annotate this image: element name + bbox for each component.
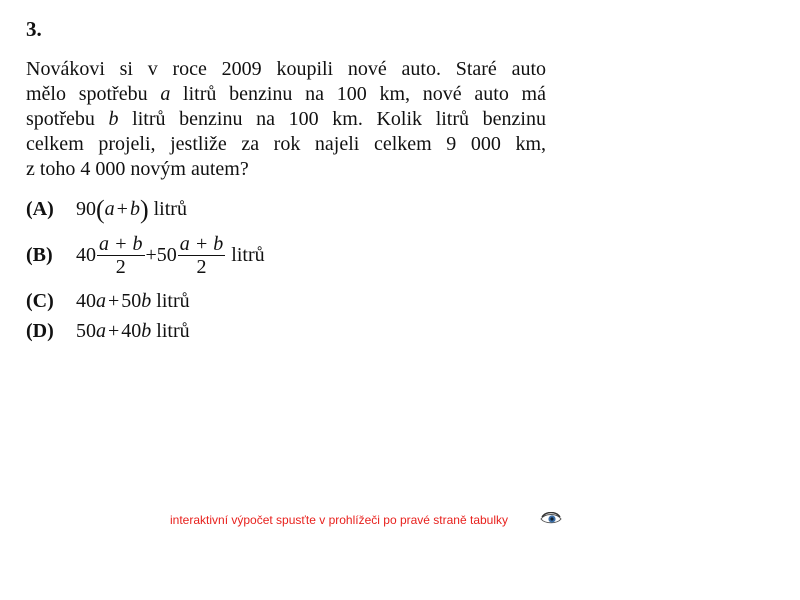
option-a-label: (A) [26, 198, 54, 220]
problem-text [26, 57, 546, 182]
option-d: (D) 50a + 40b litrů [26, 320, 190, 342]
problem-line-5: z toho 4 000 novým autem? [26, 158, 249, 180]
variable-b: b [108, 108, 119, 130]
variable-a: a [160, 83, 171, 105]
problem-number: 3. [26, 17, 42, 41]
option-b-label: (B) [26, 244, 53, 266]
option-c: (C) 40a + 50b litrů [26, 290, 190, 312]
option-a: (A) 90(a + b) litrů [26, 195, 187, 224]
fraction-1: $\frac{a + b}{2}$ [99, 233, 143, 278]
problem-line-1: Novákovi si v roce 2009 koupili nové auto. Staré auto [26, 58, 546, 80]
problem-line-4: celkem projeli, jestliže za rok najeli celkem 9 000 km, [26, 133, 546, 155]
option-c-label: (C) [26, 290, 54, 312]
interactive-note: interaktivní výpočet spusťte v prohlížeči po pravé straně tabulky [170, 513, 509, 527]
fraction-2: $\frac{a + b}{2}$ [179, 233, 224, 278]
option-b: (B) 40 $\frac{a + b}{2}$ +50 $\frac{a + b}{2}$ litrů [26, 233, 265, 278]
problem-line-2: mělo spotřebu a litrů benzinu na 100 km, nové auto má [26, 83, 546, 105]
eye-icon[interactable] [540, 512, 562, 526]
option-d-label: (D) [26, 320, 54, 342]
problem-line-3: spotřebu b litrů benzinu na 100 km. Kolik litrů benzinu [26, 108, 546, 130]
